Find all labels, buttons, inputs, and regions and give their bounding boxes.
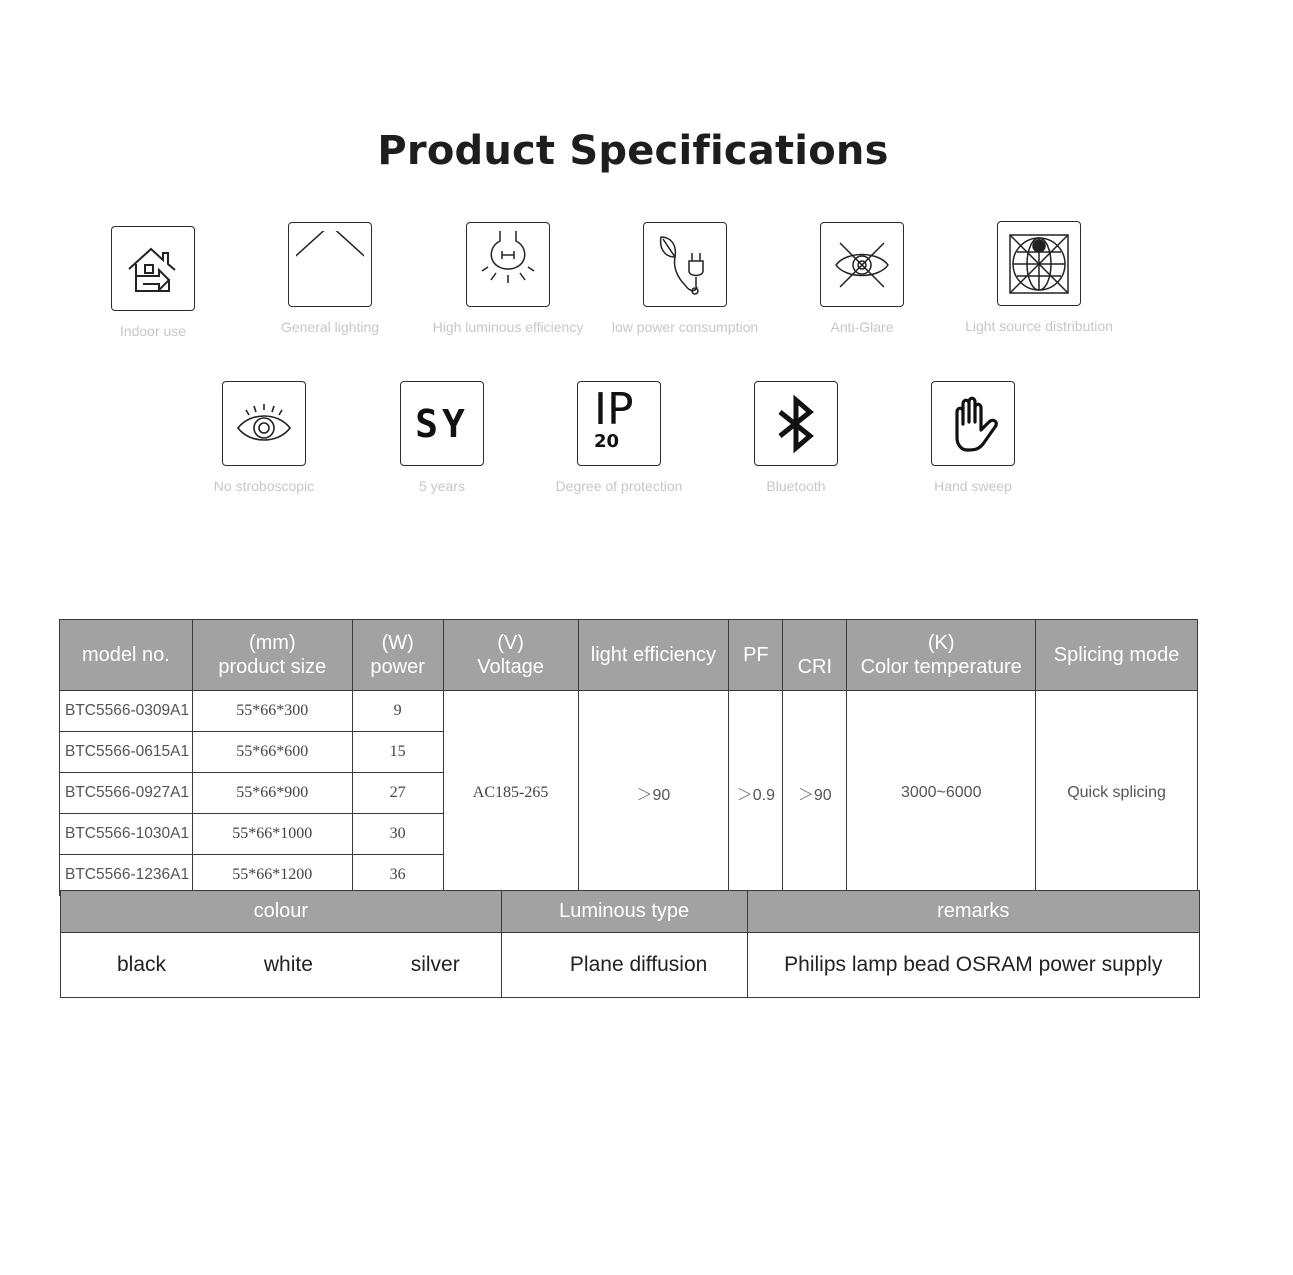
eye-icon — [222, 381, 306, 466]
header-colour: colour — [61, 891, 502, 933]
header-pf: PF — [729, 620, 783, 691]
header-power: (W) power — [352, 620, 443, 691]
ip-icon — [577, 381, 661, 466]
feature-5-years — [352, 381, 532, 494]
extra-header-row — [61, 891, 1200, 933]
cell-model: BTC5566-1030A1 — [60, 814, 193, 855]
bulb-icon — [466, 222, 550, 307]
header-remarks: remarks — [747, 891, 1199, 933]
feature-label: General lighting — [280, 319, 380, 335]
home-arrow-icon — [111, 226, 195, 311]
feature-label: Bluetooth — [766, 478, 826, 494]
feature-hand-sweep — [883, 381, 1063, 494]
feature-label: Anti-Glare — [830, 319, 894, 335]
cell-voltage: AC185-265 — [443, 691, 578, 896]
cell-size: 55*66*1200 — [192, 855, 352, 896]
colour-silver: silver — [410, 953, 460, 976]
cell-power: 9 — [352, 691, 443, 732]
feature-label: High luminous efficiency — [432, 319, 584, 335]
cell-model: BTC5566-1236A1 — [60, 855, 193, 896]
cell-pf: ＞0.9 — [729, 691, 783, 896]
feature-label: Indoor use — [119, 323, 187, 339]
cell-size: 55*66*600 — [192, 732, 352, 773]
header-luminous-type: Luminous type — [501, 891, 747, 933]
spec-header-row — [60, 620, 1198, 691]
feature-bluetooth — [706, 381, 886, 494]
cell-size: 55*66*900 — [192, 773, 352, 814]
feature-anti-glare — [772, 222, 952, 335]
feature-label: Degree of protection — [555, 478, 683, 494]
extra-table — [60, 890, 1200, 998]
header-efficiency: light efficiency — [578, 620, 729, 691]
feature-label: No stroboscopic — [213, 478, 315, 494]
header-cri: CRI — [783, 620, 847, 691]
header-model: model no. — [60, 620, 193, 691]
colour-white: white — [263, 953, 313, 976]
table-row — [61, 933, 1200, 998]
header-temp: (K) Color temperature — [847, 620, 1036, 691]
cell-cri: ＞90 — [783, 691, 847, 896]
cell-remarks: Philips lamp bead OSRAM power supply — [747, 933, 1199, 998]
feature-indoor-use — [63, 226, 243, 339]
hand-icon — [931, 381, 1015, 466]
feature-no-stroboscopic — [174, 381, 354, 494]
bluetooth-icon — [754, 381, 838, 466]
sy-icon-text: SY — [415, 401, 469, 446]
cell-power: 15 — [352, 732, 443, 773]
cell-power: 36 — [352, 855, 443, 896]
cell-model: BTC5566-0927A1 — [60, 773, 193, 814]
cell-size: 55*66*1000 — [192, 814, 352, 855]
roof-icon — [288, 222, 372, 307]
spec-table — [59, 619, 1198, 896]
feature-light-distribution — [949, 221, 1129, 334]
feature-label: low power consumption — [611, 319, 759, 335]
cell-colours — [61, 933, 502, 998]
cell-splicing: Quick splicing — [1036, 691, 1198, 896]
eye-crossed-icon — [820, 222, 904, 307]
table-row — [60, 691, 1198, 732]
cell-efficiency: ＞90 — [578, 691, 729, 896]
feature-label: Hand sweep — [934, 478, 1012, 494]
colour-black: black — [117, 953, 167, 976]
cell-power: 30 — [352, 814, 443, 855]
leaf-plug-icon — [643, 222, 727, 307]
sy-icon — [400, 381, 484, 466]
feature-general-lighting — [240, 222, 420, 335]
cell-power: 27 — [352, 773, 443, 814]
feature-label: 5 years — [419, 478, 465, 494]
feature-high-luminous-efficiency — [418, 222, 598, 335]
cell-model: BTC5566-0309A1 — [60, 691, 193, 732]
header-voltage: (V) Voltage — [443, 620, 578, 691]
cell-luminous-type: Plane diffusion — [501, 933, 747, 998]
cell-temp: 3000~6000 — [847, 691, 1036, 896]
globe-icon — [997, 221, 1081, 306]
header-size: (mm) product size — [192, 620, 352, 691]
cell-model: BTC5566-0615A1 — [60, 732, 193, 773]
feature-label: Light source distribution — [965, 318, 1113, 334]
feature-degree-of-protection — [529, 381, 709, 494]
header-splicing: Splicing mode — [1036, 620, 1198, 691]
feature-low-power — [595, 222, 775, 335]
page-title: Product Specifications — [377, 128, 889, 174]
cell-size: 55*66*300 — [192, 691, 352, 732]
ip-icon-subtext: 20 — [594, 431, 620, 452]
ip-icon-text: IP — [594, 384, 634, 435]
